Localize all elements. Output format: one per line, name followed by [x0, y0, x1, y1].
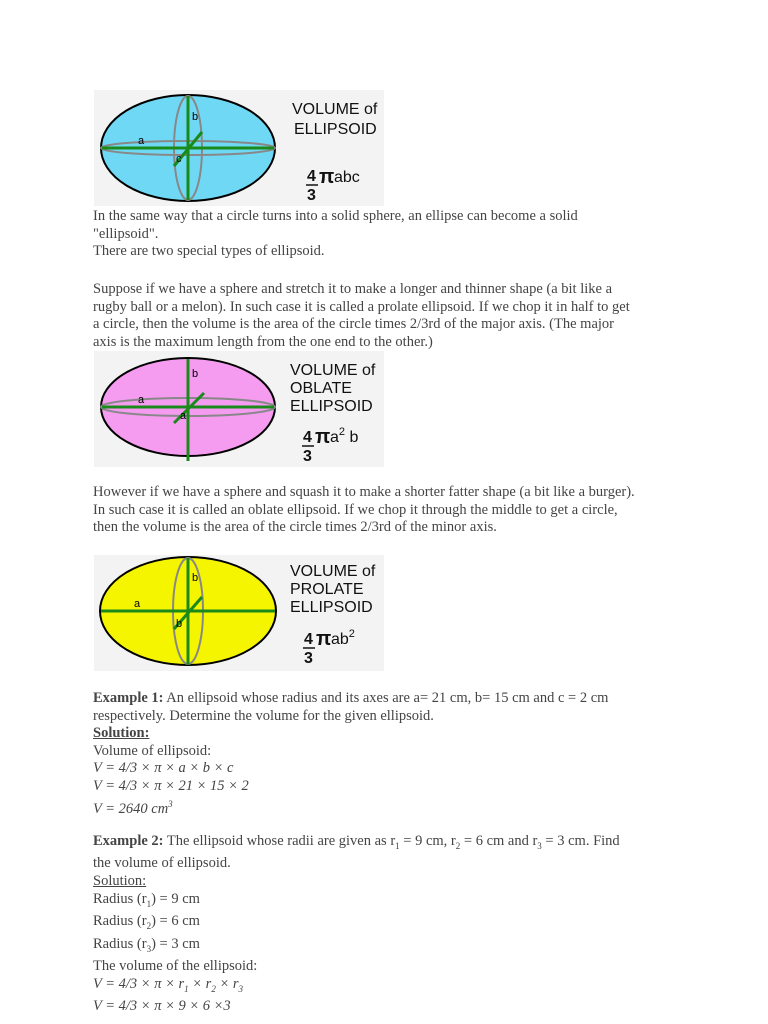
ellipsoid-figure [94, 90, 384, 206]
axis-label-a: a [138, 394, 145, 406]
formula-denominator: 3 [303, 448, 312, 465]
axis-label-b: b [192, 368, 199, 380]
equation-result: V = 2640 $cm^3$ [93, 798, 173, 817]
figure-title-2: OBLATE [290, 380, 352, 397]
axis-label-a: a [134, 598, 141, 610]
formula-pi: π [315, 426, 331, 448]
equation: V = 4/3 × π × 21 × 15 × 2 [93, 777, 249, 794]
example-1: Example 1: An ellipsoid whose radius and its axes are a= 21 cm, b= 15 cm and c = 2 cm respectively. Determine the volume for the given ellipsoid. Solution: Volume of ellipsoid: V = 4/3 × π × a × b × c V = 4/3 × π × 21 × 15 × 2 V = 2640 $cm^3$ [93, 690, 683, 818]
figure-title-3: ELLIPSOID [290, 398, 373, 415]
formula-numerator: 4 [303, 429, 312, 446]
figure-title-2: PROLATE [290, 581, 364, 598]
formula-pi: π [319, 166, 335, 188]
axis-label-a2: a [180, 410, 187, 422]
formula-vars: $ab^2$ [331, 628, 355, 648]
figure-title-1: VOLUME of [292, 101, 378, 118]
figure-title-1: VOLUME of [290, 362, 376, 379]
figure-title-3: ELLIPSOID [290, 599, 373, 616]
formula-denominator: 3 [304, 650, 313, 667]
axis-label-a: a [138, 135, 145, 147]
equation: $V = 4/3 \times \pi \times r_1 \times r_2 \times r_3$ [93, 975, 244, 994]
figure-title-2: ELLIPSOID [294, 121, 377, 138]
prolate-paragraph: Suppose if we have a sphere and stretch it to make a longer and thinner shape (a bit like a rugby ball or a melon). In such case it is called a prolate ellipsoid. If we chop it in half to get a circle, then the volume is the area of the circle times 2/3rd of the major axis. (The major axis is the maximum length from the one end to the other.) [93, 281, 630, 350]
equation: V = 4/3 × π × 9 × 6 ×3 [93, 998, 231, 1015]
example-2-heading: Example 2: [93, 833, 164, 849]
solution-label: Solution: [93, 873, 147, 890]
equation: V = 4/3 × π × a × b × c [93, 760, 234, 777]
oblate-ellipsoid-figure [94, 351, 384, 467]
intro-paragraph: In the same way that a circle turns into a solid sphere, an ellipse can become a solid "ellipsoid". There are two special types of ellipsoid. [93, 208, 578, 260]
prolate-ellipsoid-figure [94, 555, 384, 671]
formula-vars: abc [334, 169, 360, 186]
formula-pi: π [316, 628, 332, 650]
axis-label-b: b [192, 111, 199, 123]
axis-label-b2: b [176, 618, 183, 630]
formula-vars: $a^2$ b [330, 426, 359, 446]
axis-label-c: c [176, 153, 182, 165]
example-1-heading: Example 1: [93, 690, 164, 706]
example-2: Example 2: The ellipsoid whose radii are given as $r_1 = 9$ cm, $r_2 = 6$ cm and $r_3 = 3$ cm. Find the volume of ellipsoid. Solution: Radius $(r_1) = 9$ cm Radius $(r_2) = 6$ cm Radius $(r_3) = 3$ cm The volume of the ellipsoid: $V = 4/3 \times \pi \times r_1 \times r_2 \times r_3$ V = 4/3 × π × 9 × 6 ×3 [93, 833, 683, 1016]
formula-numerator: 4 [307, 168, 316, 185]
axis-label-b: b [192, 572, 199, 584]
formula-denominator: 3 [307, 187, 316, 204]
solution-label: Solution: [93, 725, 150, 742]
formula-numerator: 4 [304, 631, 313, 648]
figure-title-1: VOLUME of [290, 563, 376, 580]
oblate-paragraph: However if we have a sphere and squash it to make a shorter fatter shape (a bit like a burger). In such case it is called an oblate ellipsoid. If we chop it through the middle to get a circle, then the volume is the area of the circle times 2/3rd of the minor axis. [93, 484, 635, 536]
